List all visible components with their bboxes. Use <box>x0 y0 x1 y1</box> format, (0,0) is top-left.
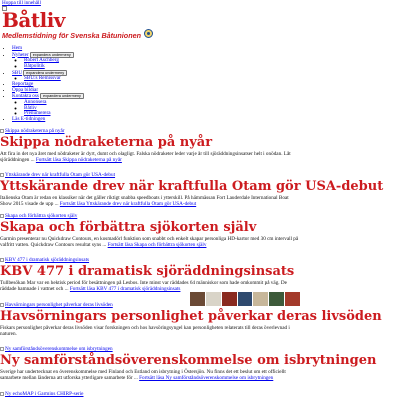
article-title[interactable]: Havsörningars personlighet påverkar deras livsöden <box>0 309 382 324</box>
article <box>0 302 400 338</box>
broken-image-icon <box>0 303 4 307</box>
excerpt-text: Italienska Otam är redan en klassiker när det gäller riktigt snabba speedboats i ytterskill. På hämmässan Fort Lauderdale International Boat Show 2015 visade de upp ... <box>0 195 289 208</box>
article <box>0 213 400 249</box>
expand-submenu-button[interactable]: expandera undermeny <box>30 52 74 58</box>
nav-link-etidning[interactable]: Läs E-tidningen <box>12 115 46 122</box>
article-excerpt <box>0 325 300 338</box>
nav-link-robert-aschberg[interactable]: Robert Aschberg <box>24 57 59 64</box>
main-navigation <box>0 46 200 122</box>
nav-link-batliv[interactable]: Båtliv <box>24 104 37 111</box>
image-alt-text: KBV 477 i dramatisk sjöräddningsinsats <box>5 257 90 263</box>
site-tagline: Medlemstidning för Svenska Båtunionen <box>2 31 141 40</box>
article-image-link[interactable] <box>0 302 400 308</box>
nav-link-annonsera[interactable]: Annonsera <box>24 98 47 105</box>
nav-link-batpolitik[interactable]: Båtpolitik <box>24 62 45 69</box>
nav-item-etidning <box>12 117 200 123</box>
article-excerpt <box>0 369 300 382</box>
excerpt-text: Att fira in det nya året med nödraketer är dyrt, dumt och olagligt. Falska nödraketer leder varje år till sjöräddningsinsatser helt i onödan. Låt sjöräddningen ... <box>0 151 291 164</box>
nav-list <box>0 46 200 122</box>
article-excerpt <box>0 236 300 249</box>
read-more-link[interactable]: Fortsätt läsa KBV 477 i dramatisk sjöräddningsinsats <box>69 286 181 293</box>
article-image-link[interactable] <box>0 172 400 178</box>
nav-link-prenumerera[interactable]: Prenumerera <box>24 110 51 117</box>
nav-link-news[interactable]: Nyheter <box>12 51 29 58</box>
image-alt-text: Ny echoMAP i Garmins CHIRP-serie <box>5 391 84 397</box>
excerpt-text: Sverige har undertecknat en överenskommelse med Finland och Estland om isbrytning i Östersjön. Nu finns det ett beslut om ett officiellt samarbete mellan länderna att utforska ytterligare samarbete för ... <box>0 369 286 382</box>
broken-image-icon <box>0 258 4 262</box>
article <box>0 128 400 164</box>
expand-submenu-button[interactable]: expandera undermeny <box>40 93 84 99</box>
sbu-seal-icon <box>144 29 153 38</box>
image-alt-text: Yttskärande drev när kraftfulla Otam gör USA-debut <box>5 172 116 178</box>
excerpt-text: Fiskars personlighet påverkar deras livsöden visar forskningen och hos havsöringsyngel kan personligheten relaterats till deras överlevnad i naturen. <box>0 325 290 338</box>
article-excerpt <box>0 195 300 208</box>
article-title[interactable]: Ny samförståndsöverenskommelse om isbrytningen <box>0 353 377 368</box>
nav-link-home[interactable]: Hem <box>12 45 23 51</box>
broken-image-icon <box>0 347 4 351</box>
broken-image-icon <box>0 214 4 218</box>
nav-link-sbu-remissvar[interactable]: SBU:s Remissvar <box>24 75 61 82</box>
skip-to-content-link[interactable]: Hoppa till innehåll <box>2 0 41 6</box>
excerpt-text: Garmin presenterar nu Quickdraw Contours, en kosmadörl funktion som snabbt och enkelt skapar personliga HD-kartor med 30 cm intervall på valfritt vatten. Quickdraw Contours resultat syns ... <box>0 236 299 249</box>
nav-item-news <box>12 52 200 70</box>
article <box>0 257 400 293</box>
article-title[interactable]: Skippa nödraketerna på nyår <box>0 135 213 150</box>
site-logo[interactable]: Båtliv <box>2 8 65 32</box>
read-more-link[interactable]: Fortsätt läsa Skapa och förbättra sjökorten själv <box>107 242 207 249</box>
article-title[interactable]: Skapa och förbättra sjökorten själv <box>0 220 257 235</box>
broken-image-icon <box>0 173 4 177</box>
article-title[interactable]: KBV 477 i dramatisk sjöräddningsinsats <box>0 264 295 279</box>
nav-item-sbu <box>12 70 200 82</box>
article-image-link[interactable] <box>0 213 400 219</box>
broken-image-icon <box>0 129 4 133</box>
image-alt-text: Ny samförståndsöverenskommelse om isbrytningen <box>5 346 113 352</box>
broken-image-icon <box>0 392 4 396</box>
nav-link-sbu[interactable]: SBU <box>12 69 23 76</box>
nav-link-bildiar[interactable]: Öppa bildiar <box>12 86 39 93</box>
submenu-news <box>12 58 200 69</box>
image-alt-text: Skippa nödraketerna på nyår <box>5 128 65 134</box>
article-title[interactable]: Yttskärande drev när kraftfulla Otam gör USA-debut <box>0 179 384 194</box>
image-alt-text: Havsörningars personlighet påverkar deras livsöden <box>5 302 113 308</box>
article-image-link[interactable] <box>0 128 400 134</box>
submenu-contact <box>12 100 200 117</box>
article <box>0 172 400 208</box>
image-alt-text: Skapa och förbättra sjökorten själv <box>5 213 78 219</box>
article <box>0 346 400 382</box>
nav-link-reportage[interactable]: Reportage <box>12 80 34 87</box>
article-image-link[interactable] <box>0 346 400 352</box>
site-header <box>2 10 162 44</box>
article-excerpt <box>0 280 300 293</box>
read-more-link[interactable]: Fortsätt läsa Yttskärande drev när kraftfulla Otam gör USA-debut <box>59 201 197 208</box>
nav-link-contact[interactable]: Kontakta oss <box>12 93 39 100</box>
read-more-link[interactable]: Fortsätt läsa Ny samförståndsöverenskommelse om isbrytningen <box>139 375 274 382</box>
footer-banner-link[interactable] <box>0 391 83 397</box>
expand-submenu-button[interactable]: expandera undermeny <box>23 70 67 76</box>
nav-item-contact <box>12 93 200 117</box>
read-more-link[interactable]: Fortsätt läsa Skippa nödraketerna på nyår <box>35 157 122 164</box>
article-excerpt <box>0 151 300 164</box>
article-image-link[interactable] <box>0 257 400 263</box>
excerpt-text: Tullbesökan Mar var en hektisk period för besättningen på Lesbos. Inte minst var räddades 64 människor som hade omkommit på väg. De räddade hamnade i vattnet och ... <box>0 280 287 293</box>
